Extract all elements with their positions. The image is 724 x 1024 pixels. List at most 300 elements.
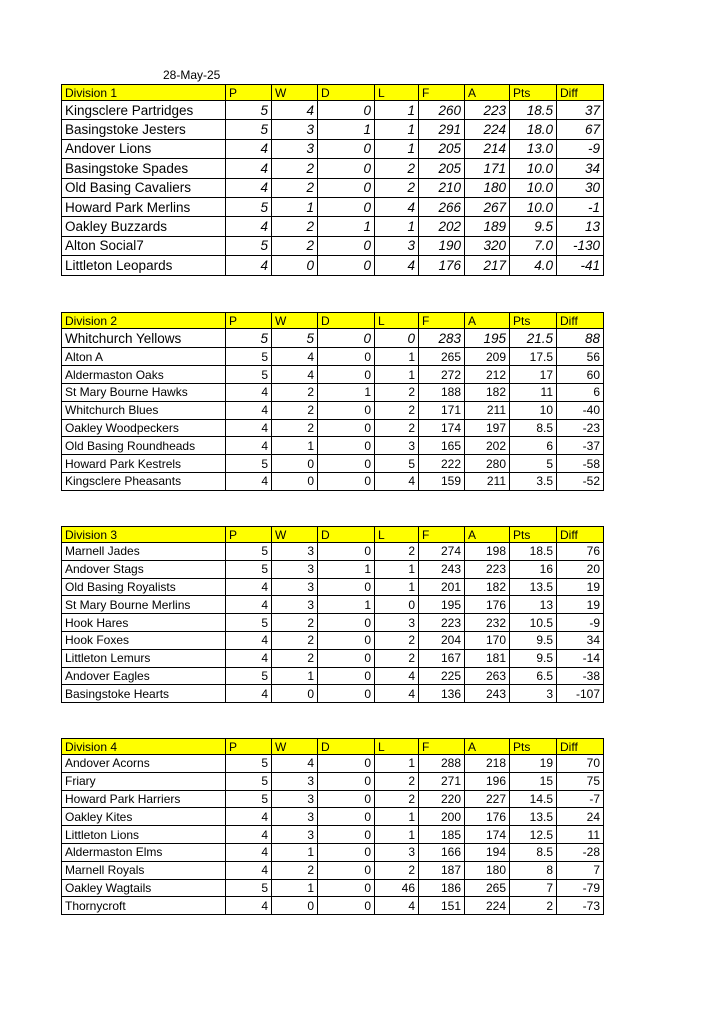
cell-p: 5 (226, 879, 272, 897)
cell-p: 5 (226, 348, 272, 366)
cell-f: 195 (419, 596, 465, 614)
table-header-row (62, 85, 604, 101)
cell-diff: -1 (557, 197, 604, 216)
cell-l: 3 (375, 843, 419, 861)
cell-l: 2 (375, 543, 419, 561)
cell-l: 5 (375, 455, 419, 473)
column-header-w: W (272, 313, 318, 329)
division-1-table (61, 84, 604, 276)
column-header-l: L (375, 739, 419, 755)
cell-w: 3 (272, 772, 318, 790)
cell-f: 166 (419, 843, 465, 861)
cell-pts: 16 (510, 560, 557, 578)
cell-l: 2 (375, 861, 419, 879)
cell-diff: -37 (557, 437, 604, 455)
column-header-pts: Pts (510, 739, 557, 755)
cell-d: 0 (318, 437, 375, 455)
cell-a: 180 (465, 178, 510, 197)
cell-f: 222 (419, 455, 465, 473)
cell-d: 0 (318, 649, 375, 667)
team-name: Howard Park Merlins (62, 197, 226, 216)
cell-pts: 8 (510, 861, 557, 879)
cell-d: 0 (318, 256, 375, 275)
team-name: Basingstoke Jesters (62, 120, 226, 139)
table-row (62, 197, 604, 216)
cell-d: 0 (318, 329, 375, 348)
cell-w: 2 (272, 649, 318, 667)
cell-l: 0 (375, 329, 419, 348)
cell-d: 0 (318, 667, 375, 685)
team-name: Littleton Lemurs (62, 649, 226, 667)
column-header-f: F (419, 739, 465, 755)
cell-l: 2 (375, 790, 419, 808)
team-name: Whitchurch Yellows (62, 329, 226, 348)
team-name: Old Basing Royalists (62, 578, 226, 596)
cell-w: 2 (272, 159, 318, 178)
cell-pts: 14.5 (510, 790, 557, 808)
cell-f: 204 (419, 631, 465, 649)
cell-p: 4 (226, 472, 272, 490)
cell-pts: 2 (510, 897, 557, 915)
cell-diff: -9 (557, 139, 604, 158)
cell-d: 0 (318, 631, 375, 649)
cell-l: 1 (375, 578, 419, 596)
cell-f: 265 (419, 348, 465, 366)
cell-a: 224 (465, 897, 510, 915)
column-header-diff: Diff (557, 313, 604, 329)
cell-p: 4 (226, 178, 272, 197)
cell-pts: 3.5 (510, 472, 557, 490)
cell-l: 46 (375, 879, 419, 897)
table-row (62, 861, 604, 879)
table-row (62, 401, 604, 419)
cell-f: 283 (419, 329, 465, 348)
cell-a: 263 (465, 667, 510, 685)
cell-w: 1 (272, 879, 318, 897)
cell-p: 4 (226, 383, 272, 401)
cell-f: 167 (419, 649, 465, 667)
cell-d: 0 (318, 159, 375, 178)
cell-p: 4 (226, 843, 272, 861)
cell-a: 320 (465, 236, 510, 255)
cell-d: 0 (318, 543, 375, 561)
cell-f: 187 (419, 861, 465, 879)
cell-diff: 56 (557, 348, 604, 366)
cell-d: 0 (318, 348, 375, 366)
cell-diff: 75 (557, 772, 604, 790)
cell-f: 266 (419, 197, 465, 216)
cell-a: 211 (465, 401, 510, 419)
cell-a: 182 (465, 383, 510, 401)
cell-pts: 10.0 (510, 178, 557, 197)
cell-f: 220 (419, 790, 465, 808)
division-title: Division 2 (62, 313, 226, 329)
cell-pts: 17.5 (510, 348, 557, 366)
cell-p: 5 (226, 329, 272, 348)
cell-p: 5 (226, 455, 272, 473)
cell-d: 0 (318, 772, 375, 790)
cell-p: 4 (226, 578, 272, 596)
cell-a: 267 (465, 197, 510, 216)
team-name: Oakley Woodpeckers (62, 419, 226, 437)
cell-w: 4 (272, 101, 318, 120)
cell-w: 1 (272, 667, 318, 685)
cell-a: 243 (465, 685, 510, 703)
cell-w: 2 (272, 178, 318, 197)
cell-a: 214 (465, 139, 510, 158)
column-header-d: D (318, 527, 375, 543)
cell-a: 280 (465, 455, 510, 473)
team-name: Aldermaston Elms (62, 843, 226, 861)
cell-w: 3 (272, 596, 318, 614)
cell-diff: 13 (557, 217, 604, 236)
table-row (62, 348, 604, 366)
cell-l: 1 (375, 560, 419, 578)
cell-d: 0 (318, 578, 375, 596)
cell-p: 5 (226, 772, 272, 790)
team-name: Oakley Buzzards (62, 217, 226, 236)
team-name: Old Basing Roundheads (62, 437, 226, 455)
cell-p: 4 (226, 808, 272, 826)
cell-pts: 6.5 (510, 667, 557, 685)
column-header-f: F (419, 313, 465, 329)
column-header-l: L (375, 527, 419, 543)
cell-p: 4 (226, 649, 272, 667)
cell-l: 2 (375, 401, 419, 419)
table-row (62, 897, 604, 915)
cell-a: 209 (465, 348, 510, 366)
cell-l: 4 (375, 685, 419, 703)
table-row (62, 808, 604, 826)
cell-l: 4 (375, 256, 419, 275)
cell-f: 210 (419, 178, 465, 197)
division-title: Division 4 (62, 739, 226, 755)
cell-d: 0 (318, 101, 375, 120)
cell-p: 4 (226, 139, 272, 158)
cell-pts: 6 (510, 437, 557, 455)
table-row (62, 366, 604, 384)
cell-a: 170 (465, 631, 510, 649)
cell-l: 2 (375, 419, 419, 437)
cell-p: 4 (226, 596, 272, 614)
cell-d: 0 (318, 139, 375, 158)
cell-a: 176 (465, 596, 510, 614)
cell-a: 232 (465, 614, 510, 632)
team-name: Hook Foxes (62, 631, 226, 649)
cell-d: 1 (318, 120, 375, 139)
cell-l: 3 (375, 614, 419, 632)
cell-d: 1 (318, 596, 375, 614)
column-header-f: F (419, 527, 465, 543)
team-name: Aldermaston Oaks (62, 366, 226, 384)
cell-d: 0 (318, 808, 375, 826)
cell-pts: 13.0 (510, 139, 557, 158)
table-row (62, 631, 604, 649)
cell-f: 174 (419, 419, 465, 437)
cell-l: 2 (375, 649, 419, 667)
team-name: Littleton Lions (62, 826, 226, 844)
team-name: Andover Eagles (62, 667, 226, 685)
cell-l: 4 (375, 472, 419, 490)
cell-w: 2 (272, 401, 318, 419)
cell-f: 185 (419, 826, 465, 844)
cell-diff: -28 (557, 843, 604, 861)
cell-pts: 18.0 (510, 120, 557, 139)
cell-d: 0 (318, 455, 375, 473)
column-header-a: A (465, 739, 510, 755)
cell-p: 4 (226, 897, 272, 915)
cell-diff: -23 (557, 419, 604, 437)
team-name: Basingstoke Hearts (62, 685, 226, 703)
cell-diff: 7 (557, 861, 604, 879)
team-name: Marnell Jades (62, 543, 226, 561)
cell-p: 4 (226, 826, 272, 844)
cell-w: 0 (272, 897, 318, 915)
table-row (62, 560, 604, 578)
table-header-row (62, 739, 604, 755)
table-row (62, 649, 604, 667)
cell-pts: 4.0 (510, 256, 557, 275)
column-header-w: W (272, 85, 318, 101)
cell-diff: -38 (557, 667, 604, 685)
team-name: Alton Social7 (62, 236, 226, 255)
cell-f: 272 (419, 366, 465, 384)
team-name: Howard Park Kestrels (62, 455, 226, 473)
cell-l: 0 (375, 596, 419, 614)
cell-diff: -107 (557, 685, 604, 703)
table-row (62, 614, 604, 632)
cell-w: 3 (272, 560, 318, 578)
cell-l: 4 (375, 667, 419, 685)
cell-pts: 8.5 (510, 419, 557, 437)
cell-pts: 9.5 (510, 217, 557, 236)
cell-d: 0 (318, 178, 375, 197)
table-row (62, 236, 604, 255)
table-header-row (62, 527, 604, 543)
cell-f: 176 (419, 256, 465, 275)
cell-w: 3 (272, 808, 318, 826)
team-name: Andover Acorns (62, 755, 226, 773)
cell-d: 0 (318, 614, 375, 632)
table-row (62, 596, 604, 614)
cell-diff: -58 (557, 455, 604, 473)
cell-f: 202 (419, 217, 465, 236)
cell-w: 2 (272, 861, 318, 879)
table-row (62, 543, 604, 561)
cell-pts: 10.0 (510, 197, 557, 216)
cell-d: 0 (318, 366, 375, 384)
cell-p: 5 (226, 366, 272, 384)
cell-pts: 10.5 (510, 614, 557, 632)
cell-d: 0 (318, 236, 375, 255)
cell-pts: 8.5 (510, 843, 557, 861)
cell-w: 2 (272, 217, 318, 236)
cell-p: 5 (226, 560, 272, 578)
cell-a: 195 (465, 329, 510, 348)
table-row (62, 139, 604, 158)
table-row (62, 329, 604, 348)
cell-f: 223 (419, 614, 465, 632)
cell-l: 1 (375, 120, 419, 139)
cell-diff: -79 (557, 879, 604, 897)
cell-w: 2 (272, 631, 318, 649)
cell-w: 3 (272, 120, 318, 139)
cell-pts: 19 (510, 755, 557, 773)
cell-l: 4 (375, 897, 419, 915)
table-row (62, 772, 604, 790)
column-header-diff: Diff (557, 527, 604, 543)
table-row (62, 472, 604, 490)
cell-d: 0 (318, 419, 375, 437)
cell-diff: 76 (557, 543, 604, 561)
cell-diff: -9 (557, 614, 604, 632)
cell-a: 265 (465, 879, 510, 897)
cell-diff: 6 (557, 383, 604, 401)
cell-p: 5 (226, 755, 272, 773)
column-header-diff: Diff (557, 739, 604, 755)
table-row (62, 419, 604, 437)
cell-f: 200 (419, 808, 465, 826)
cell-a: 174 (465, 826, 510, 844)
cell-w: 1 (272, 843, 318, 861)
cell-a: 196 (465, 772, 510, 790)
team-name: Friary (62, 772, 226, 790)
cell-pts: 7 (510, 879, 557, 897)
team-name: Basingstoke Spades (62, 159, 226, 178)
cell-d: 0 (318, 879, 375, 897)
cell-a: 171 (465, 159, 510, 178)
table-row (62, 578, 604, 596)
team-name: Andover Lions (62, 139, 226, 158)
cell-a: 176 (465, 808, 510, 826)
column-header-l: L (375, 313, 419, 329)
table-row (62, 826, 604, 844)
cell-diff: -7 (557, 790, 604, 808)
cell-f: 274 (419, 543, 465, 561)
cell-diff: 20 (557, 560, 604, 578)
table-row (62, 120, 604, 139)
cell-w: 3 (272, 790, 318, 808)
cell-d: 1 (318, 217, 375, 236)
cell-a: 211 (465, 472, 510, 490)
cell-diff: 67 (557, 120, 604, 139)
column-header-l: L (375, 85, 419, 101)
cell-f: 260 (419, 101, 465, 120)
cell-f: 186 (419, 879, 465, 897)
cell-w: 2 (272, 383, 318, 401)
cell-l: 1 (375, 348, 419, 366)
cell-f: 225 (419, 667, 465, 685)
table-row (62, 437, 604, 455)
cell-a: 212 (465, 366, 510, 384)
cell-diff: 19 (557, 596, 604, 614)
cell-a: 223 (465, 101, 510, 120)
column-header-d: D (318, 85, 375, 101)
table-header-row (62, 313, 604, 329)
cell-p: 5 (226, 120, 272, 139)
team-name: Kingsclere Partridges (62, 101, 226, 120)
cell-diff: 88 (557, 329, 604, 348)
cell-pts: 18.5 (510, 543, 557, 561)
division-2-table (61, 312, 604, 491)
team-name: St Mary Bourne Merlins (62, 596, 226, 614)
team-name: Alton A (62, 348, 226, 366)
cell-diff: 60 (557, 366, 604, 384)
cell-a: 197 (465, 419, 510, 437)
cell-a: 180 (465, 861, 510, 879)
cell-diff: 30 (557, 178, 604, 197)
cell-p: 4 (226, 217, 272, 236)
cell-a: 224 (465, 120, 510, 139)
column-header-d: D (318, 739, 375, 755)
cell-l: 1 (375, 366, 419, 384)
column-header-p: P (226, 313, 272, 329)
cell-diff: -40 (557, 401, 604, 419)
cell-diff: -14 (557, 649, 604, 667)
cell-f: 188 (419, 383, 465, 401)
cell-diff: -130 (557, 236, 604, 255)
cell-diff: 24 (557, 808, 604, 826)
cell-d: 0 (318, 861, 375, 879)
cell-w: 1 (272, 197, 318, 216)
cell-a: 182 (465, 578, 510, 596)
cell-p: 4 (226, 256, 272, 275)
cell-f: 190 (419, 236, 465, 255)
cell-pts: 17 (510, 366, 557, 384)
cell-w: 4 (272, 755, 318, 773)
table-row (62, 790, 604, 808)
cell-l: 2 (375, 383, 419, 401)
cell-f: 205 (419, 159, 465, 178)
cell-pts: 21.5 (510, 329, 557, 348)
cell-p: 4 (226, 437, 272, 455)
division-4-table (61, 738, 604, 915)
cell-a: 189 (465, 217, 510, 236)
team-name: Oakley Wagtails (62, 879, 226, 897)
cell-diff: 11 (557, 826, 604, 844)
cell-p: 4 (226, 159, 272, 178)
cell-diff: 34 (557, 631, 604, 649)
cell-l: 3 (375, 236, 419, 255)
cell-l: 3 (375, 437, 419, 455)
cell-d: 0 (318, 843, 375, 861)
cell-l: 1 (375, 755, 419, 773)
cell-diff: 37 (557, 101, 604, 120)
cell-f: 243 (419, 560, 465, 578)
cell-w: 0 (272, 685, 318, 703)
cell-d: 1 (318, 560, 375, 578)
cell-p: 4 (226, 861, 272, 879)
column-header-pts: Pts (510, 85, 557, 101)
cell-a: 218 (465, 755, 510, 773)
table-row (62, 667, 604, 685)
cell-p: 5 (226, 236, 272, 255)
cell-pts: 5 (510, 455, 557, 473)
column-header-a: A (465, 313, 510, 329)
cell-diff: -41 (557, 256, 604, 275)
cell-a: 181 (465, 649, 510, 667)
cell-d: 0 (318, 472, 375, 490)
column-header-d: D (318, 313, 375, 329)
cell-d: 0 (318, 685, 375, 703)
cell-pts: 13 (510, 596, 557, 614)
cell-p: 5 (226, 197, 272, 216)
cell-f: 288 (419, 755, 465, 773)
cell-diff: 19 (557, 578, 604, 596)
cell-d: 0 (318, 755, 375, 773)
cell-pts: 15 (510, 772, 557, 790)
team-name: Hook Hares (62, 614, 226, 632)
